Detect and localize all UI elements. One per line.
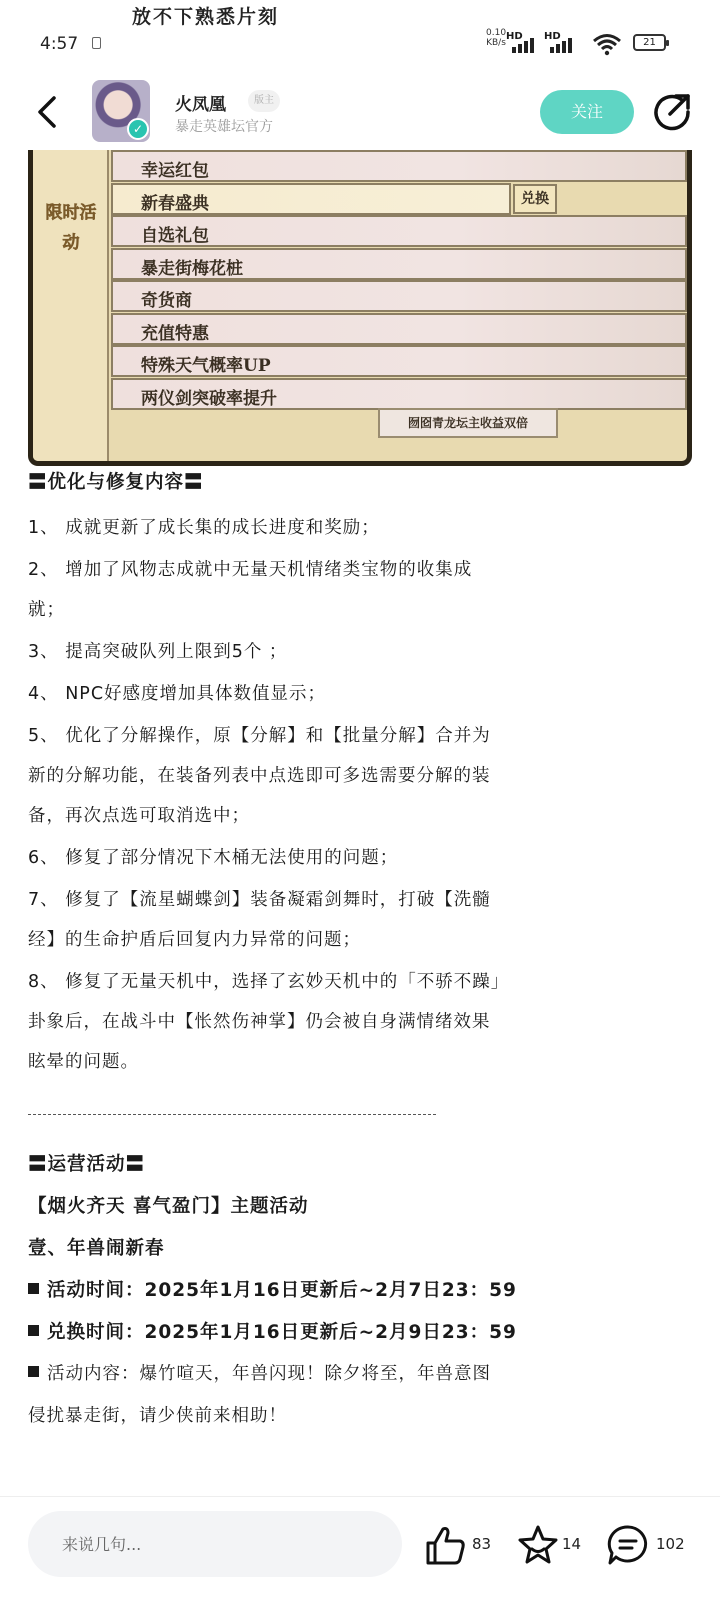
event-row: [111, 215, 687, 247]
section-heading: 〓优化与修复内容〓: [28, 472, 204, 493]
event-time-text: 活动时间：2025年1月16日更新后~2月7日23：59: [47, 1280, 517, 1301]
body-line: 3、 提高突破队列上限到5个 ；: [28, 642, 288, 662]
event-row: [111, 378, 687, 410]
event-row: [111, 345, 687, 377]
comment-input[interactable]: [28, 1511, 402, 1577]
exchange-time-line: [28, 1318, 517, 1344]
network-speed-unit: KB/s: [486, 38, 506, 48]
event-row: [111, 248, 687, 280]
body-line: 新的分解功能，在装备列表中点选即可多选需要分解的装: [28, 766, 491, 786]
verified-check-icon: ✓: [127, 118, 149, 140]
body-line: 卦象后，在战斗中【怅然伤神掌】仍会被自身满情绪效果: [28, 1012, 491, 1032]
event-title: 【烟火齐天 喜气盈门】主题活动: [28, 1196, 309, 1217]
event-row: [111, 150, 687, 182]
double-income-label: 囫囵青龙坛主收益双倍: [378, 408, 558, 438]
event-name: 幸运红包: [141, 161, 209, 181]
bottom-action-bar: [0, 1496, 720, 1602]
event-subtitle: 壹、年兽闹新春: [28, 1238, 165, 1259]
body-line: 1、 成就更新了成长集的成长进度和奖励；: [28, 518, 380, 538]
post-header: [0, 70, 720, 156]
bullet-square-icon: [28, 1325, 39, 1336]
body-line: 侵扰暴走街，请少侠前来相助！: [28, 1406, 287, 1426]
event-name: 充值特惠: [141, 323, 209, 344]
body-line: 6、 修复了部分情况下木桶无法使用的问题；: [28, 848, 399, 868]
event-content-text: 活动内容：爆竹喧天，年兽闪现！除夕将至，年兽意图: [47, 1364, 491, 1384]
section-divider: [28, 1114, 436, 1115]
exchange-label: 兑换: [513, 184, 557, 214]
network-speed-value: 0.10: [486, 28, 507, 38]
bullet-square-icon: [28, 1283, 39, 1294]
signal-icon: [544, 31, 576, 56]
event-name: 奇货商: [141, 291, 192, 311]
event-content-line: [28, 1360, 491, 1385]
watermark-text: 放不下熟悉片刻: [132, 6, 280, 28]
event-name: 自选礼包: [141, 226, 209, 246]
body-line: 7、 修复了【流星蝴蝶剑】装备凝霜剑舞时，打破【洗髓: [28, 890, 491, 910]
event-name: 特殊天气概率UP: [141, 356, 271, 376]
author-name[interactable]: 火凤凰: [175, 95, 226, 115]
section-heading: 〓运营活动〓: [28, 1154, 146, 1175]
comment-bubble-icon: [606, 1523, 650, 1567]
follow-button[interactable]: 关注: [540, 90, 634, 134]
signal-icon: [506, 31, 538, 56]
event-name: 两仪剑突破率提升: [141, 388, 277, 409]
event-row: [111, 313, 687, 345]
status-bar: [0, 26, 720, 62]
star-icon: [516, 1523, 560, 1567]
limited-time-column: [33, 150, 109, 461]
body-line: 8、 修复了无量天机中，选择了玄妙天机中的「不骄不躁」: [28, 972, 510, 992]
battery-icon: 21: [633, 34, 666, 51]
moderator-badge: 版主: [248, 90, 280, 112]
body-line: 2、 增加了风物志成就中无量天机情绪类宝物的收集成: [28, 560, 473, 580]
body-line: 5、 优化了分解操作，原【分解】和【批量分解】合并为: [28, 726, 491, 746]
author-title: 暴走英雄坛官方: [175, 119, 273, 135]
event-row: [111, 280, 687, 312]
hd-label: HD: [544, 31, 561, 42]
back-arrow-icon[interactable]: [32, 92, 62, 132]
status-time: 4:57: [40, 34, 79, 54]
favorite-count: 14: [562, 1535, 582, 1553]
body-line: 4、 NPC好感度增加具体数值显示；: [28, 684, 327, 704]
body-line: 经】的生命护盾后回复内力异常的问题；: [28, 930, 361, 950]
event-list: [111, 150, 687, 410]
body-line: 就；: [28, 600, 65, 620]
event-name: 暴走街梅花桩: [141, 258, 243, 279]
network-speed: [486, 28, 506, 48]
sim-card-icon: [92, 37, 101, 49]
exchange-time-text: 兑换时间：2025年1月16日更新后~2月9日23：59: [47, 1322, 517, 1343]
limited-time-label: 限时活动: [45, 203, 97, 253]
hd-label: HD: [506, 31, 523, 42]
event-time-line: [28, 1276, 517, 1302]
bullet-square-icon: [28, 1366, 39, 1377]
like-count: 83: [472, 1535, 492, 1553]
game-event-screenshot: [28, 150, 692, 466]
thumbs-up-icon: [424, 1523, 468, 1567]
share-icon[interactable]: [652, 92, 692, 132]
body-line: 眩晕的问题。: [28, 1052, 139, 1072]
comment-count: 102: [656, 1535, 685, 1553]
wifi-icon: [592, 32, 622, 56]
event-name: 新春盛典: [141, 193, 209, 214]
event-row: [111, 183, 511, 215]
body-line: 备，再次点选可取消选中；: [28, 806, 250, 826]
